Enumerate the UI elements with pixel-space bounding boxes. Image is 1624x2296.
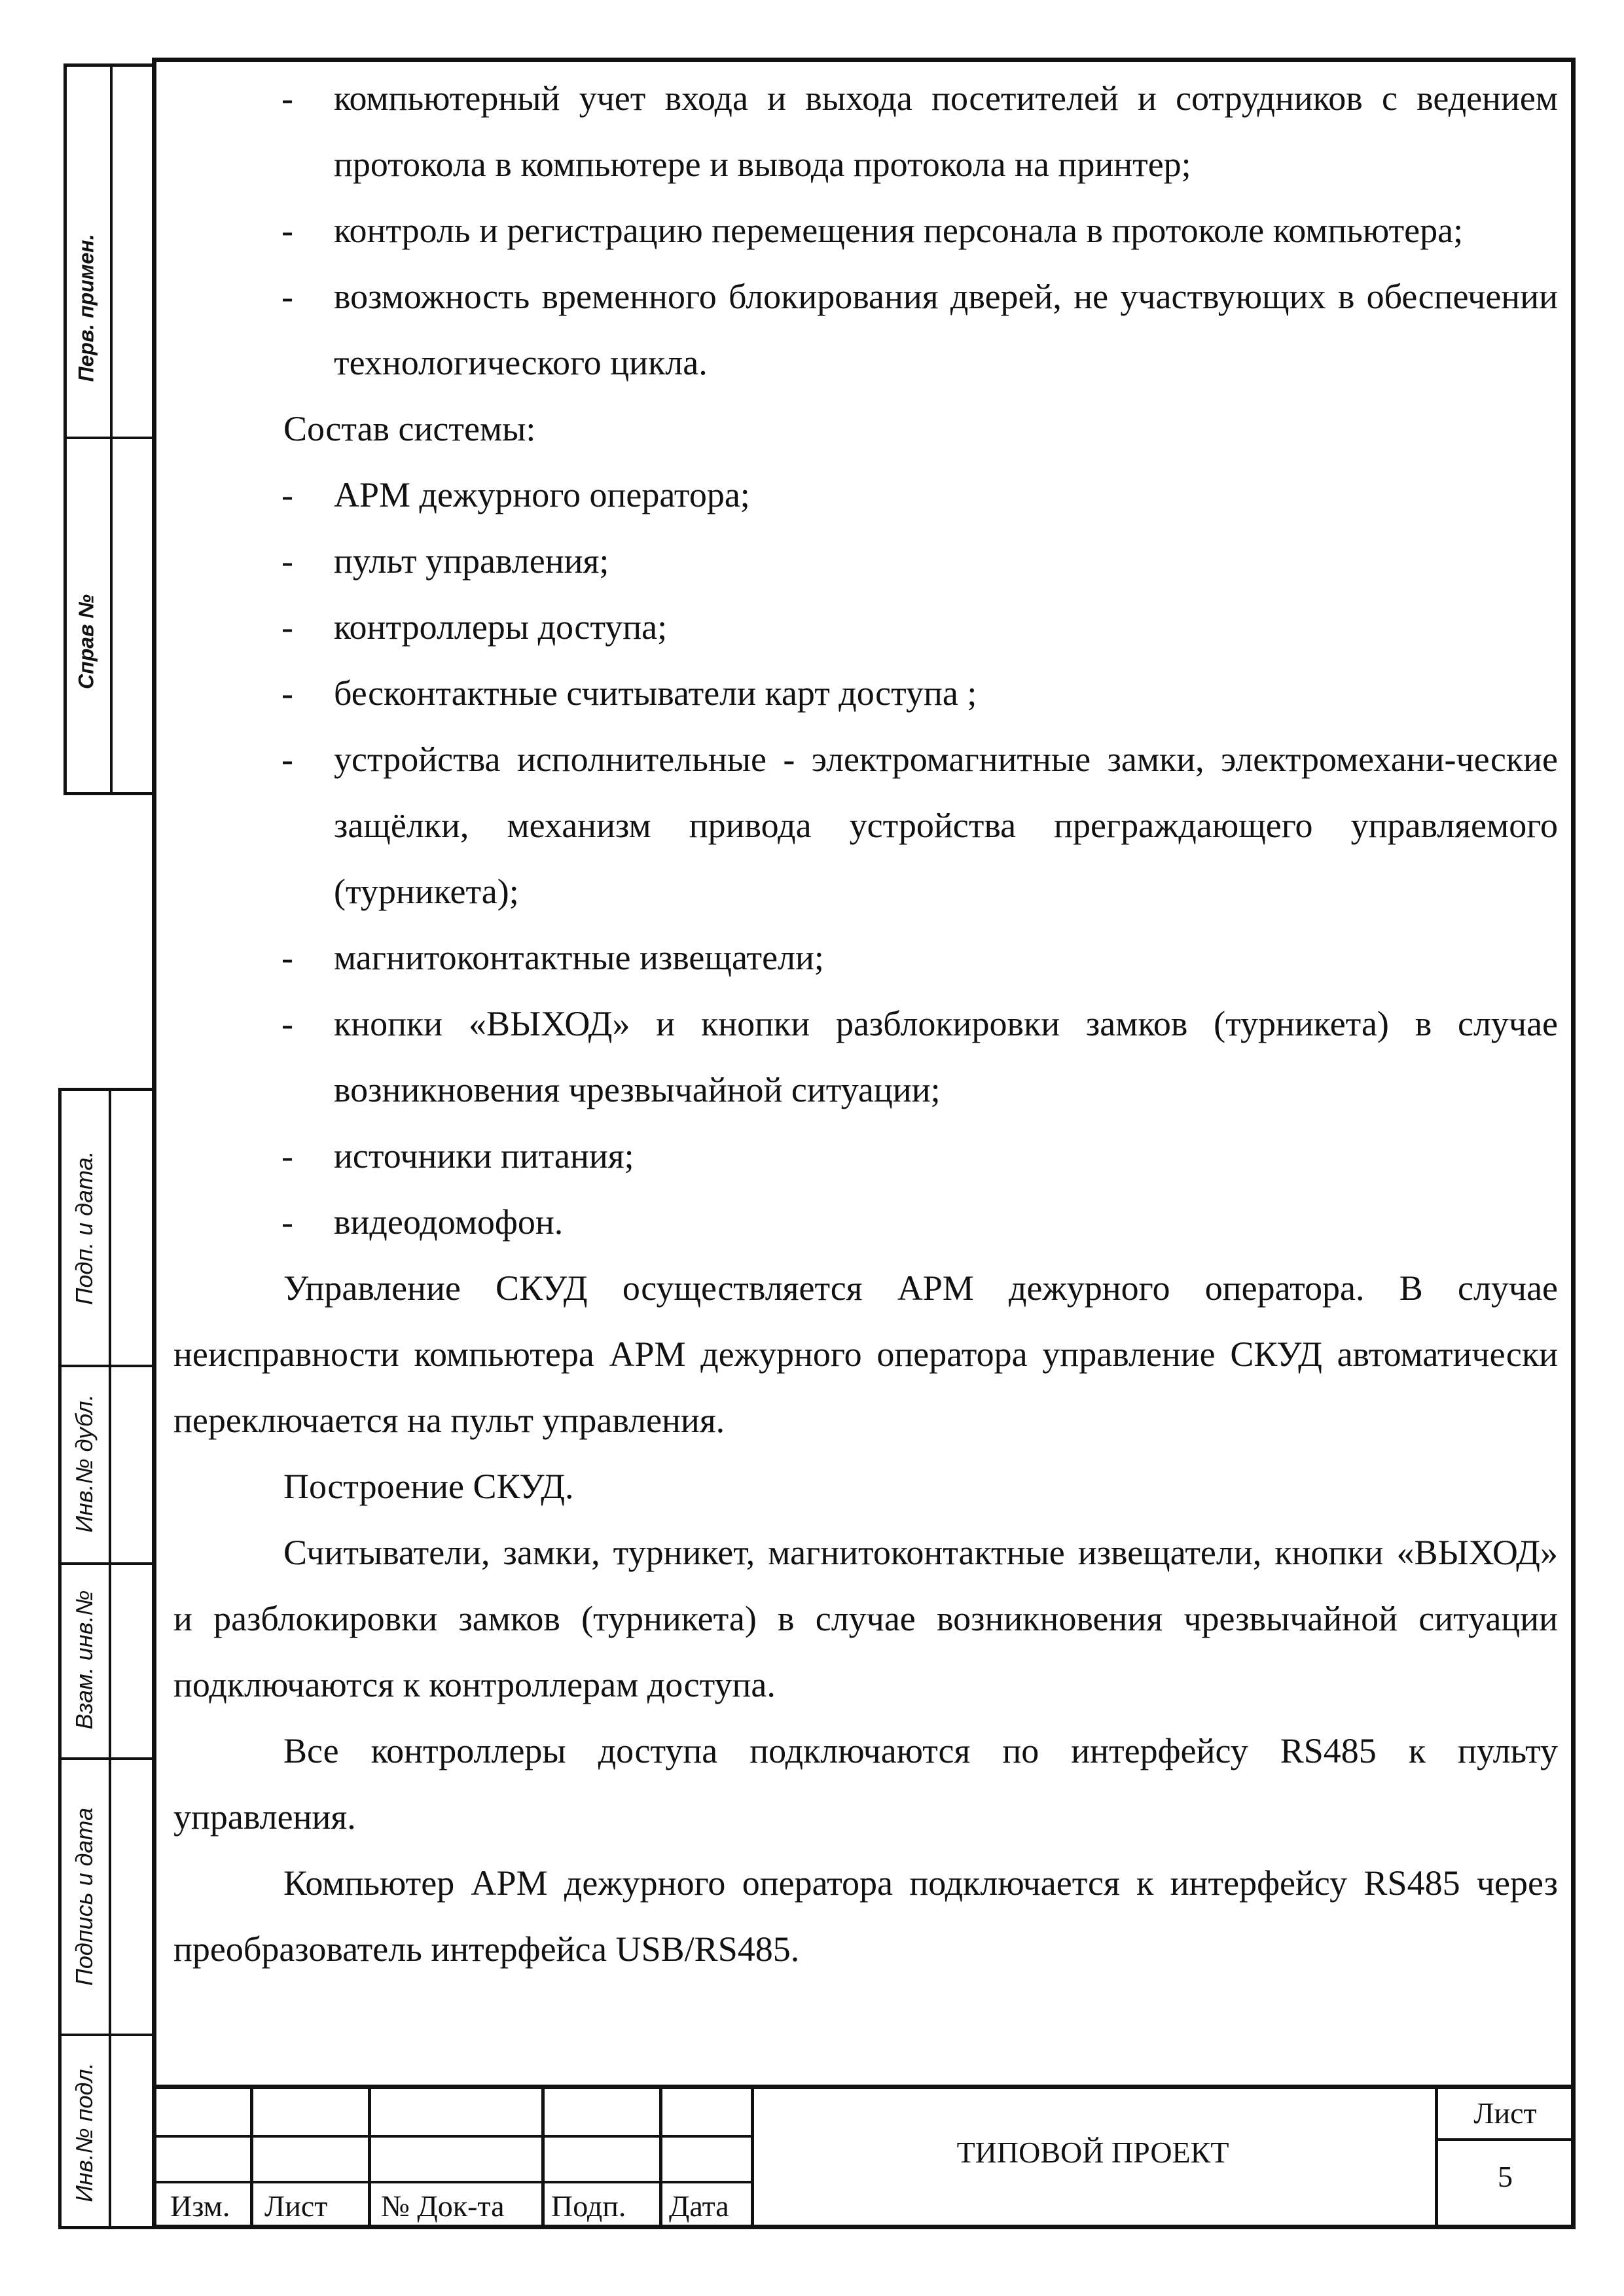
composition-item: - магнитоконтактные извещатели;: [281, 938, 824, 977]
stamp-vzam-inv: Взам. инв.№: [71, 1590, 98, 1730]
col-izm: Изм.: [170, 2189, 230, 2223]
stamp-inv-dubl: Инв.№ дубл.: [71, 1394, 98, 1533]
composition-item: - пульт управления;: [281, 541, 609, 581]
col-data: Дата: [669, 2189, 729, 2223]
title-block: [152, 2085, 1576, 2229]
composition-item: - источники питания;: [281, 1136, 634, 1175]
list-item: - возможность временного блокирования дверей, не участвующих в обеспечении технологического цикла.: [281, 277, 1558, 382]
composition-item: - устройства исполнительные - электромагнитные замки, электромехани-ческие защёлки, механизм привода устройства преграждающего управляемого (турникета);: [281, 740, 1558, 911]
list-item: - компьютерный учет входа и выхода посетителей и сотрудников с ведением протокола в компьютере и вывода протокола на принтер;: [281, 79, 1558, 184]
document-title: ТИПОВОЙ ПРОЕКТ: [956, 2136, 1229, 2169]
paragraph-readers: Считыватели, замки, турникет, магнитоконтактные извещатели, кнопки «ВЫХОД» и разблокировки замков (турникета) в случае возникновения чрезвычайной ситуации подключаются к контроллерам доступа.: [173, 1533, 1558, 1704]
composition-item: - бесконтактные считыватели карт доступа ;: [281, 673, 977, 713]
sheet-number: 5: [1498, 2160, 1513, 2193]
stamp-sprav-no: Справ №: [74, 594, 98, 689]
stamp-inv-podl: Инв.№ подл.: [71, 2062, 98, 2202]
composition-item: - видеодомофон.: [281, 1202, 564, 1242]
stamp-podpis-data: Подпись и дата: [71, 1807, 98, 1986]
left-stamp-top: [63, 63, 156, 795]
left-stamp-bottom: [58, 1088, 156, 2229]
stamp-podp-data: Подп. и дата.: [71, 1151, 98, 1305]
composition-heading: Состав системы:: [283, 409, 536, 448]
item-computer-log: компьютерный учет входа и выхода посетителей и сотрудников с ведением протокола в компьютере и вывода протокола на принтер;: [334, 79, 1558, 184]
col-podp: Подп.: [551, 2189, 626, 2223]
col-list: Лист: [264, 2189, 328, 2223]
heading-build: Построение СКУД.: [283, 1467, 574, 1506]
list-item: - контроль и регистрацию перемещения персонала в протоколе компьютера;: [281, 211, 1464, 250]
composition-item: - кнопки «ВЫХОД» и кнопки разблокировки замков (турникета) в случае возникновения чрезвычайной ситуации;: [281, 1004, 1558, 1109]
stamp-perv-primen: Перв. примен.: [74, 234, 98, 382]
composition-item: - АРМ дежурного оператора;: [281, 475, 750, 514]
paragraph-control: Управление СКУД осуществляется АРМ дежурного оператора. В случае неисправности компьютера АРМ дежурного оператора управление СКУД автоматически переключается на пульт управления.: [173, 1268, 1558, 1440]
paragraph-computer: Компьютер АРМ дежурного оператора подключается к интерфейсу RS485 через преобразователь интерфейса USB/RS485.: [173, 1863, 1558, 1969]
sheet-label: Лист: [1473, 2096, 1537, 2130]
document-body: [173, 65, 1558, 1982]
composition-item: - контроллеры доступа;: [281, 607, 668, 647]
item-control: контроль и регистрацию перемещения персонала в протоколе компьютера;: [334, 211, 1464, 250]
col-doc: № Док-та: [381, 2189, 505, 2223]
paragraph-rs485: Все контроллеры доступа подключаются по интерфейсу RS485 к пульту управления.: [173, 1731, 1558, 1837]
item-blocking: возможность временного блокирования дверей, не участвующих в обеспечении технологического цикла.: [334, 277, 1558, 382]
